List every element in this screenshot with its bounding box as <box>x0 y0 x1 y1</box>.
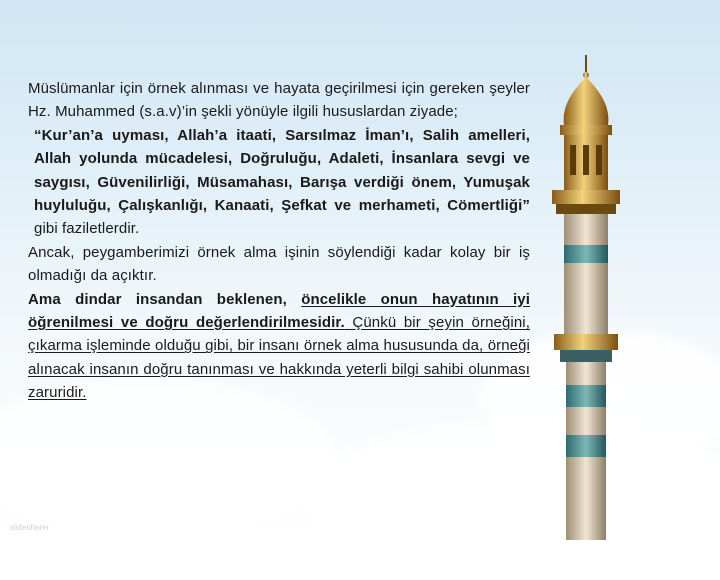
virtues-list-bold: “Kur’an’a uyması, Allah’a itaati, Sarsılmaz İman’ı, Salih amelleri, Allah yolunda mücadelesi, Doğruluğu, Adaleti, İnsanlara sevgi ve saygısı, Güvenilirliği, Müsamahası, Barışa verdiği önem, Yumuşak huyluluğu, Çalışkanlığı, Kanaati, Şefkat ve merhameti, Cömertliği” <box>34 126 530 215</box>
paragraph-virtues <box>28 124 530 241</box>
virtues-tail: gibi faziletlerdir. <box>34 220 140 238</box>
expectation-underlined: öncelikle onun hayatının iyi öğrenilmesi ve doğru değerlendirilmesidir. <box>28 290 531 332</box>
minaret-illustration <box>548 55 688 540</box>
expectation-tail: Çünkü bir şeyin örneğini, çıkarma işleminde olduğu gibi, bir insanı örnek alma hususunda da, örneği alınacak insanın doğru tanınması ve hakkında yeterli bilgi sahibi olunması zaruridir. <box>28 314 530 402</box>
paragraph-difficulty: Ancak, peygamberimizi örnek alma işinin söylendiği kadar kolay bir iş olmadığı da açıktır. <box>28 243 530 285</box>
expectation-bold: Ama dindar insandan beklenen, <box>28 290 302 308</box>
paragraph-intro: Müslümanlar için örnek alınması ve hayata geçirilmesi için gereken şeyler Hz. Muhammed (s.a.v)’in şekli yönüyle ilgili hususlardan ziyade; <box>28 80 530 121</box>
main-text-block <box>28 77 530 405</box>
watermark-logo: slidesharer <box>10 523 50 532</box>
paragraph-expectation <box>28 288 530 405</box>
